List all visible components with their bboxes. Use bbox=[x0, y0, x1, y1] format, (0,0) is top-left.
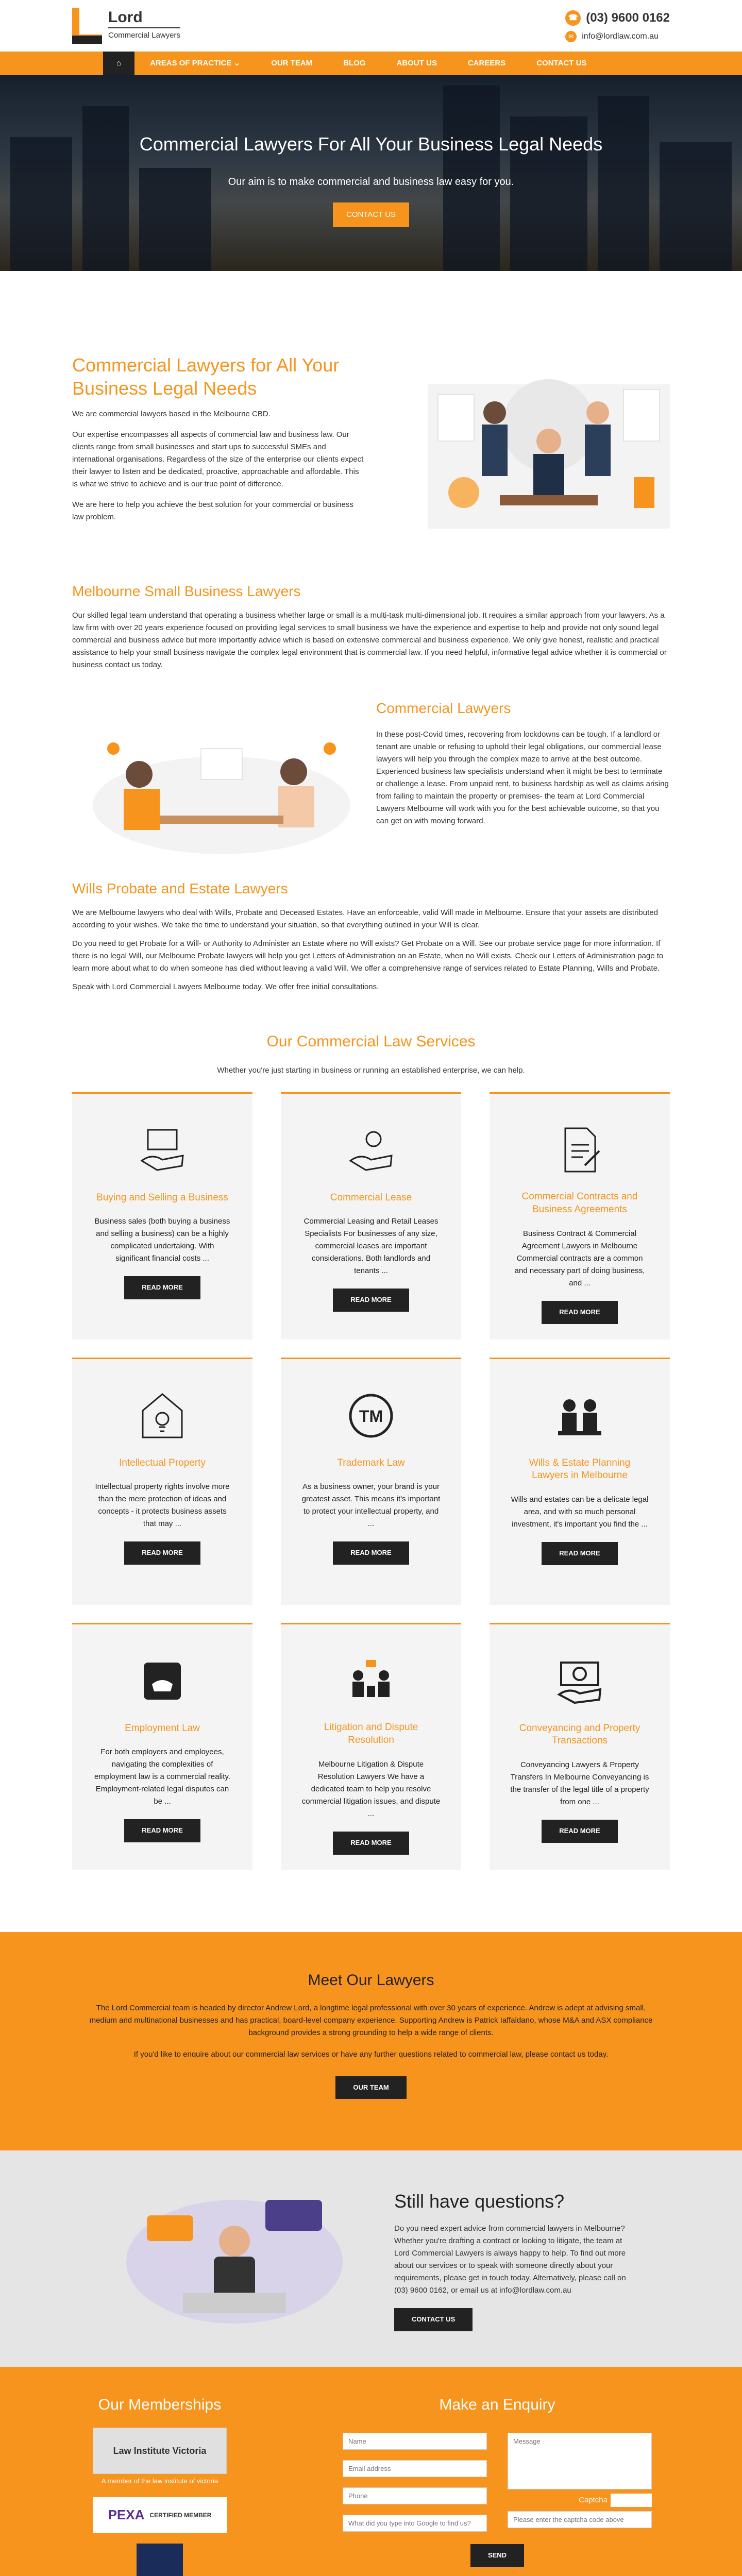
hero-title: Commercial Lawyers For All Your Business Legal Needs bbox=[139, 133, 603, 155]
wills-block bbox=[72, 877, 670, 993]
service-title: Commercial Lease bbox=[330, 1192, 412, 1203]
captcha-label: Captcha bbox=[579, 2496, 608, 2505]
enquiry-title: Make an Enquiry bbox=[439, 2396, 555, 2414]
service-card bbox=[72, 1358, 252, 1605]
service-text: Wills and estates can be a delicate legal area, and with so much personal investment, it's important you find the ... bbox=[511, 1495, 649, 1529]
service-card bbox=[490, 1092, 670, 1340]
meeting-illustration bbox=[72, 718, 361, 857]
meet-title: Meet Our Lawyers bbox=[308, 1971, 434, 1989]
read-more-button[interactable]: READ MORE bbox=[333, 1289, 409, 1312]
excellence-badge bbox=[72, 2544, 247, 2576]
service-text: Business sales (both buying a business and selling a business) can be a highly complicated undertaking. With significant financial costs ... bbox=[94, 1217, 230, 1263]
service-card bbox=[72, 1092, 252, 1340]
memberships-enquiry-section bbox=[0, 2367, 742, 2576]
property-icon bbox=[549, 1650, 611, 1712]
intro-title: Commercial Lawyers for All Your Business Legal Needs bbox=[72, 354, 340, 399]
trademark-icon bbox=[340, 1385, 402, 1447]
memberships-column bbox=[72, 2393, 247, 2576]
captcha-image bbox=[611, 2494, 652, 2507]
questions-text: Do you need expert advice from commercial lawyers in Melbourne? Whether you're drafting a contract or looking to litigate, the team at Lord Commercial Lawyers is always happy to help. To find out more about our services or to speak with someone directly about your requirements, please get in touch today. Alternatively, please call on (03) 9600 0162, or email us at info@lordlaw.com.au bbox=[394, 2224, 626, 2295]
enquiry-form bbox=[343, 2433, 652, 2532]
svg-text:TM: TM bbox=[359, 1406, 383, 1426]
service-text: Commercial Leasing and Retail Leases Specialists For businesses of any size, commercial leases are important considerations. Both landlords and tenants ... bbox=[303, 1217, 439, 1276]
hero-contact-button[interactable]: CONTACT US bbox=[333, 202, 409, 227]
enquiry-column bbox=[325, 2393, 670, 2576]
support-illustration bbox=[116, 2179, 353, 2338]
service-title: Litigation and Dispute Resolution bbox=[324, 1722, 418, 1746]
our-team-button[interactable]: OUR TEAM bbox=[335, 2076, 406, 2099]
pexa-logo bbox=[72, 2497, 247, 2533]
read-more-button[interactable]: READ MORE bbox=[124, 1276, 200, 1299]
service-title: Conveyancing and Property Transactions bbox=[519, 1722, 640, 1747]
name-input[interactable] bbox=[343, 2433, 487, 2450]
service-title: Buying and Selling a Business bbox=[96, 1192, 228, 1203]
service-text: Conveyancing Lawyers & Property Transfers In Melbourne Conveyancing is the transfer of the legal title of a property from one ... bbox=[510, 1760, 649, 1806]
lease-block bbox=[72, 697, 670, 857]
header-phone-link[interactable] bbox=[565, 8, 670, 28]
header-email: info@lordlaw.com.au bbox=[582, 32, 659, 41]
logo-title: Lord bbox=[108, 9, 143, 26]
small-business-text: Our skilled legal team understand that operating a business whether large or small is a multi-task multi-dimensional job. It requires a similar approach from your lawyers. As a law firm with over 20 years experience focused on providing legal services to small business we have the experience and expertise to help and provide not only sound legal commercial and business advice but more importantly advice which is based on extensive commercial and business experience. We only give honest, realistic and practical assistance to help your small business navigate the complex legal environment that is commercial law. If you need helpful, informative legal advice whether it is commercial or business contact us today. bbox=[72, 611, 667, 669]
hero-subtitle: Our aim is to make commercial and business law easy for you. bbox=[228, 176, 514, 188]
service-text: Business Contract & Commercial Agreement Lawyers in Melbourne Commercial contracts are a common and necessary part of doing business, and ... bbox=[514, 1229, 645, 1287]
nav-areas-of-practice[interactable]: AREAS OF PRACTICE ⌄ bbox=[134, 52, 256, 75]
service-title: Trademark Law bbox=[337, 1457, 405, 1468]
liv-logo: Law Institute Victoria A member of the law institute of victoria bbox=[72, 2428, 247, 2487]
intro-p1: We are commercial lawyers based in the Melbourne CBD. bbox=[72, 410, 271, 418]
site-logo[interactable] bbox=[72, 8, 180, 44]
services-section bbox=[72, 993, 670, 1870]
contract-icon bbox=[549, 1120, 611, 1181]
questions-title: Still have questions? bbox=[394, 2191, 565, 2212]
pexa-certified: CERTIFIED MEMBER bbox=[149, 2511, 212, 2519]
wills-p2: Do you need to get Probate for a Will- or Authority to Administer an Estate where no Will exists? Get Probate on a Will. See our probate service page for more information. If there is no legal Will, our Melbourne Probate lawyers will help you get Letters of Administration on an Estate, when no Will exists. Check our Letters of Administration page to learn more about what to do when someone has died without leaving a valid Will. We offer a comprehensive range of services related to Estate Planning, Wills and Probate. bbox=[72, 939, 664, 973]
services-title: Our Commercial Law Services bbox=[266, 1032, 476, 1050]
lease-title: Commercial Lawyers bbox=[376, 700, 511, 716]
header-email-link[interactable] bbox=[565, 30, 670, 43]
service-card bbox=[72, 1623, 252, 1870]
service-text: For both employers and employees, navigating the complexities of employment law is a commercial reality. Employment-related legal disputes can be ... bbox=[94, 1748, 230, 1806]
main-nav bbox=[0, 52, 742, 75]
read-more-button[interactable]: READ MORE bbox=[333, 1541, 409, 1565]
services-subtitle: Whether you're just starting in business or running an established enterprise, we can help. bbox=[217, 1065, 525, 1075]
read-more-button[interactable]: READ MORE bbox=[542, 1301, 617, 1324]
pexa-name: PEXA bbox=[108, 2507, 145, 2523]
phone-input[interactable] bbox=[343, 2487, 487, 2504]
source-input[interactable] bbox=[343, 2515, 487, 2532]
nav-contact-us[interactable]: CONTACT US bbox=[536, 59, 587, 67]
dispute-icon bbox=[340, 1650, 402, 1711]
service-text: Melbourne Litigation & Dispute Resolution Lawyers We have a dedicated team to help you resolve commercial litigation issues, and dispute ... bbox=[301, 1759, 441, 1818]
service-text: As a business owner, your brand is your greatest asset. This means it's important to protect your intellectual property, and ... bbox=[301, 1482, 441, 1529]
wills-p3: Speak with Lord Commercial Lawyers Melbourne today. We offer free initial consultations. bbox=[72, 982, 379, 991]
nav-about-us[interactable]: ABOUT US bbox=[396, 59, 437, 67]
logo-subtitle: Commercial Lawyers bbox=[108, 27, 180, 42]
wills-title: Wills Probate and Estate Lawyers bbox=[72, 880, 288, 896]
service-card bbox=[281, 1623, 461, 1870]
service-card bbox=[490, 1358, 670, 1605]
hero-banner bbox=[0, 75, 742, 271]
nav-blog[interactable]: BLOG bbox=[343, 59, 366, 67]
read-more-button[interactable]: READ MORE bbox=[124, 1541, 200, 1565]
service-card bbox=[490, 1623, 670, 1870]
meet-p1: The Lord Commercial team is headed by director Andrew Lord, a longtime legal professional with over 30 years of experience. Andrew is adept at advising small, medium and multinational businesses and has practical, board-level company experience. Supporting Andrew is Patrick Iaffaldano, whose M&A and ASX compliance background provides a strong grounding to help a wide range of clients. bbox=[89, 2003, 653, 2037]
service-title: Wills & Estate Planning Lawyers in Melbourne bbox=[529, 1457, 631, 1481]
site-header bbox=[0, 0, 742, 75]
service-card bbox=[281, 1358, 461, 1605]
send-button[interactable]: SEND bbox=[470, 2544, 524, 2567]
nav-careers[interactable]: CAREERS bbox=[467, 59, 506, 67]
home-icon: ⌂ bbox=[116, 59, 122, 67]
handshake-icon bbox=[131, 1120, 193, 1181]
lease-hand-icon bbox=[340, 1120, 402, 1181]
lease-text: In these post-Covid times, recovering from lockdowns can be tough. If a landlord or tenant are unable or refusing to uphold their legal obligations, our commercial lease lawyers will help you through the complex maze to arrive at the best outcome. Experienced business law specialists understand when it might be best to terminate or challenge a lease. From unpaid rent, to business hardship as well as claims arising from failing to maintain the property or premises- the team at Lord Commercial Lawyers Melbourne will work with you for the best achievable outcome, so that you can get on with moving forward. bbox=[376, 730, 669, 825]
service-text: Intellectual property rights involve more than the mere protection of ideas and concepts - it protects business assets that may ... bbox=[95, 1482, 230, 1529]
liv-caption: A member of the law institute of victoria bbox=[101, 2477, 218, 2485]
service-title: Commercial Contracts and Business Agreements bbox=[521, 1191, 638, 1215]
meet-p2: If you'd like to enquire about our commercial law services or have any further questions related to commercial law, please contact us today. bbox=[133, 2049, 609, 2059]
nav-home[interactable] bbox=[103, 52, 134, 75]
intro-section bbox=[72, 271, 670, 993]
lawyers-illustration bbox=[428, 364, 670, 539]
small-business-block bbox=[72, 580, 670, 671]
read-more-button[interactable]: READ MORE bbox=[333, 1832, 409, 1855]
questions-section bbox=[0, 2150, 742, 2367]
message-input[interactable] bbox=[508, 2433, 652, 2489]
small-business-title: Melbourne Small Business Lawyers bbox=[72, 583, 301, 599]
idea-house-icon bbox=[131, 1385, 193, 1447]
nav-our-team[interactable]: OUR TEAM bbox=[271, 59, 313, 67]
logo-mark-icon bbox=[72, 8, 103, 44]
intro-p2: Our expertise encompasses all aspects of commercial law and business law. Our clients range from small businesses and start ups to successful SMEs and international organisations. Regardless of the size of the enterprise our clients expect their lawyer to listen and be dedicated, proactive, approachable and affordable. This is what we strive to achieve and is our true point of difference. bbox=[72, 430, 364, 488]
read-more-button[interactable]: READ MORE bbox=[542, 1820, 617, 1843]
service-card bbox=[281, 1092, 461, 1340]
meet-lawyers-section bbox=[0, 1932, 742, 2151]
email-input[interactable] bbox=[343, 2460, 487, 2477]
envelope-icon: ✉ bbox=[565, 31, 577, 42]
service-title: Employment Law bbox=[125, 1722, 200, 1734]
service-title: Intellectual Property bbox=[119, 1457, 206, 1468]
read-more-button[interactable]: READ MORE bbox=[542, 1542, 617, 1565]
employment-icon bbox=[131, 1650, 193, 1712]
chevron-down-icon: ⌄ bbox=[233, 59, 241, 67]
memberships-title: Our Memberships bbox=[98, 2396, 222, 2414]
questions-contact-button[interactable]: CONTACT US bbox=[394, 2308, 473, 2331]
phone-icon: ☎ bbox=[565, 10, 581, 26]
header-phone: (03) 9600 0162 bbox=[586, 11, 670, 25]
captcha-input[interactable] bbox=[508, 2511, 652, 2528]
wills-p1: We are Melbourne lawyers who deal with Wills, Probate and Deceased Estates. Have an enforceable, valid Will made in Melbourne. Ensure that your assets are distributed according to your wishes. We take the time to understand your situation, so that everything outlined in your Will is clear. bbox=[72, 908, 658, 929]
read-more-button[interactable]: READ MORE bbox=[124, 1819, 200, 1842]
intro-p3: We are here to help you achieve the best solution for your commercial or business law problem. bbox=[72, 500, 353, 521]
estate-planning-icon bbox=[549, 1385, 611, 1447]
